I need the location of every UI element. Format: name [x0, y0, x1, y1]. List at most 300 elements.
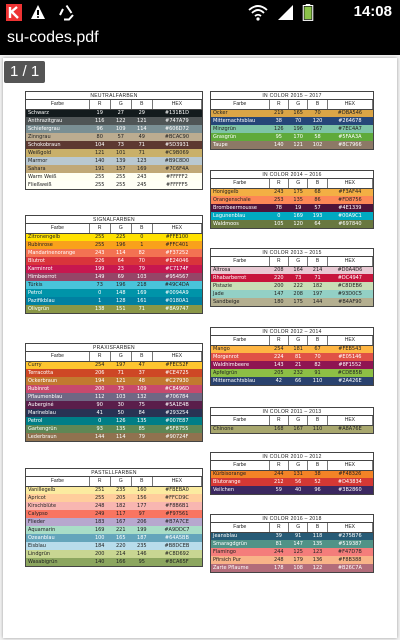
blue-value: 114 — [137, 125, 147, 132]
color-name: Sandbeige — [213, 298, 240, 305]
recycle-icon — [58, 4, 75, 21]
green-value: 135 — [293, 196, 303, 203]
color-row-blutorange — [211, 478, 373, 486]
color-row-grasgru-n — [211, 133, 373, 141]
red-value: 248 — [94, 502, 105, 509]
column-header: HEX — [152, 477, 201, 486]
column-header: HEX — [327, 416, 372, 425]
green-value: 181 — [293, 345, 303, 352]
hex-value: #F48326 — [338, 470, 362, 477]
green-value: 148 — [115, 289, 126, 296]
column-header: HEX — [327, 461, 372, 470]
green-value: 225 — [115, 233, 126, 240]
blue-value: 79 — [138, 265, 145, 272]
column-header: B — [308, 179, 327, 188]
green-value: 125 — [293, 548, 303, 555]
column-header: Farbe — [211, 257, 269, 266]
hex-value: #7EC4A7 — [337, 125, 362, 132]
green-value: 109 — [115, 125, 126, 132]
color-name: Flamingo — [213, 548, 236, 555]
green-value: 165 — [115, 534, 126, 541]
color-row-flie-wei — [26, 181, 202, 189]
color-name: Calypso — [28, 510, 48, 517]
color-row-calypso — [26, 510, 202, 518]
hex-value: #49C4DA — [164, 281, 190, 288]
column-header: B — [131, 352, 152, 361]
wifi-icon — [248, 4, 268, 21]
red-value: 39 — [275, 532, 282, 539]
color-name: Altrosa — [213, 266, 231, 273]
red-value: 243 — [94, 249, 105, 256]
red-value: 100 — [94, 534, 105, 541]
green-value: 50 — [117, 409, 124, 416]
color-row-ocker — [211, 109, 373, 117]
hex-value: #FFFFF5 — [166, 181, 188, 188]
column-header: B — [308, 416, 327, 425]
color-name: Orangenschale — [213, 196, 251, 203]
color-name: Wasabigrün — [28, 558, 58, 565]
red-value: 138 — [94, 305, 105, 312]
color-name: Aquamarin — [28, 526, 56, 533]
blue-value: 82 — [138, 249, 145, 256]
red-value: 178 — [274, 564, 284, 571]
red-value: 104 — [94, 141, 105, 148]
red-value: 112 — [94, 393, 105, 400]
column-header: G — [110, 477, 131, 486]
clock: 14:08 — [353, 3, 392, 20]
color-table-incolor2011_2013 — [210, 407, 374, 434]
color-name: Weißgold — [28, 149, 52, 156]
blue-value: 38 — [314, 470, 321, 477]
color-name: Mitternachtsblau — [213, 377, 256, 384]
color-name: Honiggelb — [213, 188, 239, 195]
hex-value: #747A79 — [165, 117, 189, 124]
hex-value: #606D72 — [164, 125, 189, 132]
color-row-flamingo — [211, 548, 373, 556]
column-header: G — [289, 179, 308, 188]
green-value: 117 — [115, 510, 126, 517]
color-row-smaragdgru-n — [211, 540, 373, 548]
color-row-chinone — [211, 425, 373, 433]
column-header: R — [89, 477, 110, 486]
color-row-lagunenblau — [211, 212, 373, 220]
color-name: Flieder — [28, 518, 46, 525]
red-value: 168 — [274, 425, 284, 432]
red-value: 251 — [94, 486, 105, 493]
column-header: B — [308, 336, 327, 345]
red-value: 38 — [275, 117, 282, 124]
green-value: 167 — [115, 518, 126, 525]
color-name: Mango — [213, 345, 230, 352]
blue-value: 118 — [312, 532, 323, 539]
color-row-rhabarberrot — [211, 274, 373, 282]
color-row-apfelgru-n — [211, 369, 373, 377]
hex-value: #B8DCEB — [164, 542, 190, 549]
hex-value: #FD8756 — [338, 196, 362, 203]
blue-value: 199 — [137, 526, 147, 533]
hex-value: #5F8755 — [165, 425, 189, 432]
color-name: Kirschblüte — [28, 502, 57, 509]
hex-value: #B7A7CE — [164, 518, 189, 525]
color-row-zitronengelb — [26, 233, 202, 241]
color-table-incolor2015_2017 — [210, 91, 374, 150]
column-header: Farbe — [211, 461, 269, 470]
column-header: HEX — [327, 336, 372, 345]
hex-value: #C7174F — [165, 265, 189, 272]
blue-value: 245 — [137, 181, 147, 188]
hex-value: #293254 — [165, 409, 189, 416]
status-bar — [0, 0, 400, 25]
hex-value: #954567 — [165, 273, 189, 280]
color-row-petrol — [26, 289, 202, 297]
hex-value: #FEB543 — [338, 345, 362, 352]
green-value: 197 — [115, 361, 126, 368]
blue-value: 37 — [138, 369, 145, 376]
color-row-olivgru-n — [26, 305, 202, 313]
red-value: 224 — [274, 353, 284, 360]
blue-value: 161 — [137, 297, 147, 304]
kaspersky-icon — [6, 4, 22, 21]
color-row-aquamarin — [26, 526, 202, 534]
column-header: B — [308, 461, 327, 470]
color-name: Vanillegelb — [28, 486, 56, 493]
hex-value: #CE4725 — [165, 369, 189, 376]
red-value: 149 — [94, 273, 105, 280]
blue-value: 75 — [138, 401, 145, 408]
hex-value: #F8B388 — [338, 556, 362, 563]
blue-value: 49 — [138, 133, 145, 140]
color-row-pistazie — [211, 282, 373, 290]
color-name: Morgenrot — [213, 353, 239, 360]
blue-value: 96 — [314, 486, 321, 493]
blue-value: 58 — [314, 133, 321, 140]
red-value: 200 — [94, 550, 105, 557]
hex-value: #FBEBA0 — [165, 486, 189, 493]
red-value: 244 — [274, 470, 284, 477]
color-row-rubinrot — [26, 385, 202, 393]
green-value: 147 — [293, 540, 303, 547]
color-row-waldhimbeere — [211, 361, 373, 369]
red-value: 140 — [274, 141, 284, 148]
blue-value: 86 — [314, 196, 321, 203]
table-header-row — [211, 257, 373, 266]
column-header: B — [308, 257, 327, 266]
color-name: Jeansblau — [213, 532, 238, 539]
red-value: 180 — [274, 298, 284, 305]
column-header: B — [131, 224, 152, 233]
color-name: Gartengrün — [28, 425, 57, 432]
green-value: 66 — [295, 377, 302, 384]
color-row-mitternachtsblau — [211, 377, 373, 385]
color-row-mango — [211, 345, 373, 353]
hex-value: #706784 — [165, 393, 189, 400]
green-value: 70 — [295, 117, 302, 124]
red-value: 255 — [94, 494, 105, 501]
red-value: 140 — [94, 157, 105, 164]
blue-value: 160 — [137, 486, 147, 493]
table-title: SIGNALFARBEN — [26, 216, 202, 224]
green-value: 126 — [115, 417, 126, 424]
color-name: Schiefergrau — [28, 125, 60, 132]
green-value: 235 — [115, 486, 126, 493]
color-row-lindgru-n — [26, 550, 202, 558]
hex-value: #C8DEB6 — [337, 282, 363, 289]
hex-value: #FEC52F — [165, 361, 189, 368]
color-name: Zinngrau — [28, 133, 51, 140]
column-header: G — [110, 224, 131, 233]
color-row-blutrot — [26, 257, 202, 265]
color-row-veilchen — [211, 486, 373, 494]
color-name: Mandarinenorange — [28, 249, 76, 256]
column-header: R — [269, 523, 288, 532]
blue-value: 102 — [312, 141, 323, 148]
blue-value: 67 — [314, 345, 321, 352]
column-header: Farbe — [26, 352, 89, 361]
warning-icon — [30, 4, 46, 21]
green-value: 73 — [295, 274, 302, 281]
hex-value: #93D0C5 — [337, 290, 362, 297]
color-name: Zitronengelb — [28, 233, 61, 240]
blue-value: 110 — [312, 377, 323, 384]
color-row-schwarz — [26, 109, 202, 117]
hex-value: #CDE85B — [337, 369, 363, 376]
color-name: Waldhimbeere — [213, 361, 250, 368]
color-name: Auberginé — [28, 401, 54, 408]
green-value: 120 — [293, 220, 303, 227]
green-value: 103 — [115, 393, 126, 400]
hex-value: #A9DDC7 — [164, 526, 190, 533]
hex-value: #D0A4D6 — [337, 266, 363, 273]
color-name: Schokobraun — [28, 141, 61, 148]
hex-value: #5A1E4B — [165, 401, 189, 408]
table-header-row — [26, 224, 202, 233]
color-name: Chinone — [213, 425, 234, 432]
color-table-praxisfarben — [25, 343, 203, 442]
green-value: 196 — [115, 241, 126, 248]
color-row-brombeermousse — [211, 204, 373, 212]
color-name: Marmor — [28, 157, 48, 164]
green-value: 56 — [295, 478, 302, 485]
blue-value: 169 — [137, 289, 147, 296]
color-name: Rubinrose — [28, 241, 53, 248]
color-row-pfirsich-pur — [211, 556, 373, 564]
blue-value: 64 — [314, 220, 321, 227]
green-value: 255 — [115, 173, 126, 180]
green-value: 81 — [295, 353, 302, 360]
red-value: 206 — [94, 369, 105, 376]
table-header-row — [26, 352, 202, 361]
hex-value: #90724F — [165, 433, 189, 440]
color-table-incolor2012_2014 — [210, 327, 374, 386]
green-value: 131 — [293, 470, 303, 477]
red-value: 0 — [98, 289, 102, 296]
red-value: 0 — [277, 212, 281, 219]
table-header-row — [211, 100, 373, 109]
color-name: Pfirsich Pur — [213, 556, 241, 563]
table-header-row — [211, 523, 373, 532]
color-row-pflaumenblau — [26, 393, 202, 401]
column-header: HEX — [152, 100, 201, 109]
color-row-terracotta — [26, 369, 202, 377]
column-header: Farbe — [211, 416, 269, 425]
color-name: Apfelgrün — [213, 369, 238, 376]
hex-value: #C9B069 — [164, 149, 189, 156]
red-value: 248 — [274, 556, 284, 563]
color-row-vanillegelb — [26, 486, 202, 494]
hex-value: #DC4947 — [337, 274, 362, 281]
column-header: Farbe — [26, 224, 89, 233]
green-value: 167 — [293, 425, 303, 432]
color-name: Fließweiß — [28, 181, 52, 188]
color-name: Sahara — [28, 165, 46, 172]
blue-value: 206 — [137, 518, 147, 525]
red-value: 93 — [96, 425, 103, 432]
color-row-waldmoos — [211, 220, 373, 228]
hex-value: #F47D7B — [337, 548, 362, 555]
green-value: 121 — [115, 377, 126, 384]
blue-value: 197 — [312, 290, 323, 297]
blue-value: 95 — [138, 558, 145, 565]
blue-value: 109 — [137, 385, 147, 392]
green-value: 121 — [293, 141, 303, 148]
red-value: 42 — [275, 377, 282, 384]
blue-value: 177 — [137, 502, 147, 509]
color-name: Mitternachtsblau — [213, 117, 256, 124]
hex-value: #697840 — [338, 220, 362, 227]
blue-value: 47 — [138, 361, 145, 368]
color-row-ku-rbisorange — [211, 470, 373, 478]
table-title: PASTELLFARBEN — [26, 469, 202, 477]
green-value: 166 — [115, 558, 126, 565]
blue-value: 70 — [314, 109, 321, 116]
red-value: 219 — [274, 109, 284, 116]
color-row-sahara — [26, 165, 202, 173]
color-row-wei-gold — [26, 149, 202, 157]
blue-value: 71 — [138, 141, 145, 148]
color-row-flieder — [26, 518, 202, 526]
green-value: 214 — [115, 550, 126, 557]
blue-value: 70 — [138, 257, 145, 264]
hex-value: #F3AF44 — [338, 188, 362, 195]
green-value: 135 — [115, 425, 126, 432]
red-value: 254 — [94, 361, 105, 368]
column-header: R — [269, 416, 288, 425]
blue-value: 48 — [138, 377, 145, 384]
red-value: 255 — [94, 181, 105, 188]
red-value: 208 — [274, 266, 284, 273]
color-name: Warm Weiß — [28, 173, 57, 180]
color-row-eisblau — [26, 542, 202, 550]
blue-value: 85 — [138, 425, 145, 432]
blue-value: 122 — [312, 564, 323, 571]
color-table-neutralfarben — [25, 91, 203, 190]
hex-value: #4E1339 — [338, 204, 362, 211]
red-value: 200 — [274, 282, 284, 289]
blue-value: 146 — [137, 550, 147, 557]
hex-value: #FFCD9C — [164, 494, 189, 501]
table-title: PRAXISFARBEN — [26, 344, 202, 352]
red-value: 205 — [274, 369, 284, 376]
color-table-incolor2010_2012 — [210, 452, 374, 495]
red-value: 144 — [94, 433, 105, 440]
color-row-orangenschale — [211, 196, 373, 204]
table-header-row — [211, 416, 373, 425]
blue-value: 97 — [138, 510, 145, 517]
hex-value: #FFFFF2 — [166, 173, 188, 180]
color-name: Ocker — [213, 109, 228, 116]
color-row-wasabigru-n — [26, 558, 202, 566]
green-value: 114 — [115, 433, 126, 440]
column-header: Farbe — [211, 100, 269, 109]
table-title: IN COLOR 2014 – 2016 — [211, 171, 373, 179]
blue-value: 57 — [314, 204, 321, 211]
color-name: Terracotta — [28, 369, 54, 376]
green-value: 139 — [115, 157, 126, 164]
color-name: Himbeerrot — [28, 273, 57, 280]
color-row-schokobraun — [26, 141, 202, 149]
title-bar — [0, 25, 400, 55]
column-header: R — [269, 336, 288, 345]
blue-value: 187 — [137, 534, 147, 541]
color-table-signalfarben — [25, 215, 203, 314]
color-name: Minzgrün — [213, 125, 237, 132]
column-header: Farbe — [26, 477, 89, 486]
color-row-curry — [26, 361, 202, 369]
hex-value: #2A426E — [338, 377, 362, 384]
red-value: 255 — [94, 173, 105, 180]
color-name: Pistazie — [213, 282, 233, 289]
table-title: IN COLOR 2011 – 2013 — [211, 408, 373, 416]
hex-value: #F8B6B1 — [165, 502, 189, 509]
hex-value: #B26C7A — [337, 564, 362, 571]
color-name: Lagunenblau — [213, 212, 246, 219]
color-row-ockerbraun — [26, 377, 202, 385]
column-header: R — [89, 352, 110, 361]
column-header: G — [289, 336, 308, 345]
color-name: Petrol — [28, 289, 43, 296]
hex-value: #C8496D — [164, 385, 190, 392]
column-header: B — [131, 477, 152, 486]
color-name: Lindgrün — [28, 550, 51, 557]
green-value: 175 — [293, 188, 303, 195]
column-header: R — [269, 100, 288, 109]
green-value: 208 — [293, 290, 303, 297]
blue-value: 135 — [137, 417, 147, 424]
blue-value: 156 — [137, 494, 147, 501]
hex-value: #A8A76E — [338, 425, 362, 432]
hex-value: #8A9747 — [165, 305, 189, 312]
blue-value: 82 — [314, 361, 321, 368]
blue-value: 235 — [137, 542, 147, 549]
column-header: R — [89, 224, 110, 233]
hex-value: #3B2860 — [338, 486, 362, 493]
blue-value: 68 — [314, 188, 321, 195]
color-row-marmor — [26, 157, 202, 165]
column-header: Farbe — [26, 100, 89, 109]
color-row-honiggelb — [211, 188, 373, 196]
column-header: Farbe — [211, 179, 269, 188]
green-value: 73 — [117, 385, 124, 392]
hex-value: #64A5BB — [164, 534, 189, 541]
blue-value: 218 — [137, 281, 147, 288]
green-value: 69 — [117, 273, 124, 280]
blue-value: 79 — [138, 433, 145, 440]
table-header-row — [211, 336, 373, 345]
green-value: 169 — [293, 212, 303, 219]
blue-value: 144 — [312, 298, 323, 305]
column-header: Farbe — [211, 336, 269, 345]
green-value: 170 — [293, 133, 303, 140]
